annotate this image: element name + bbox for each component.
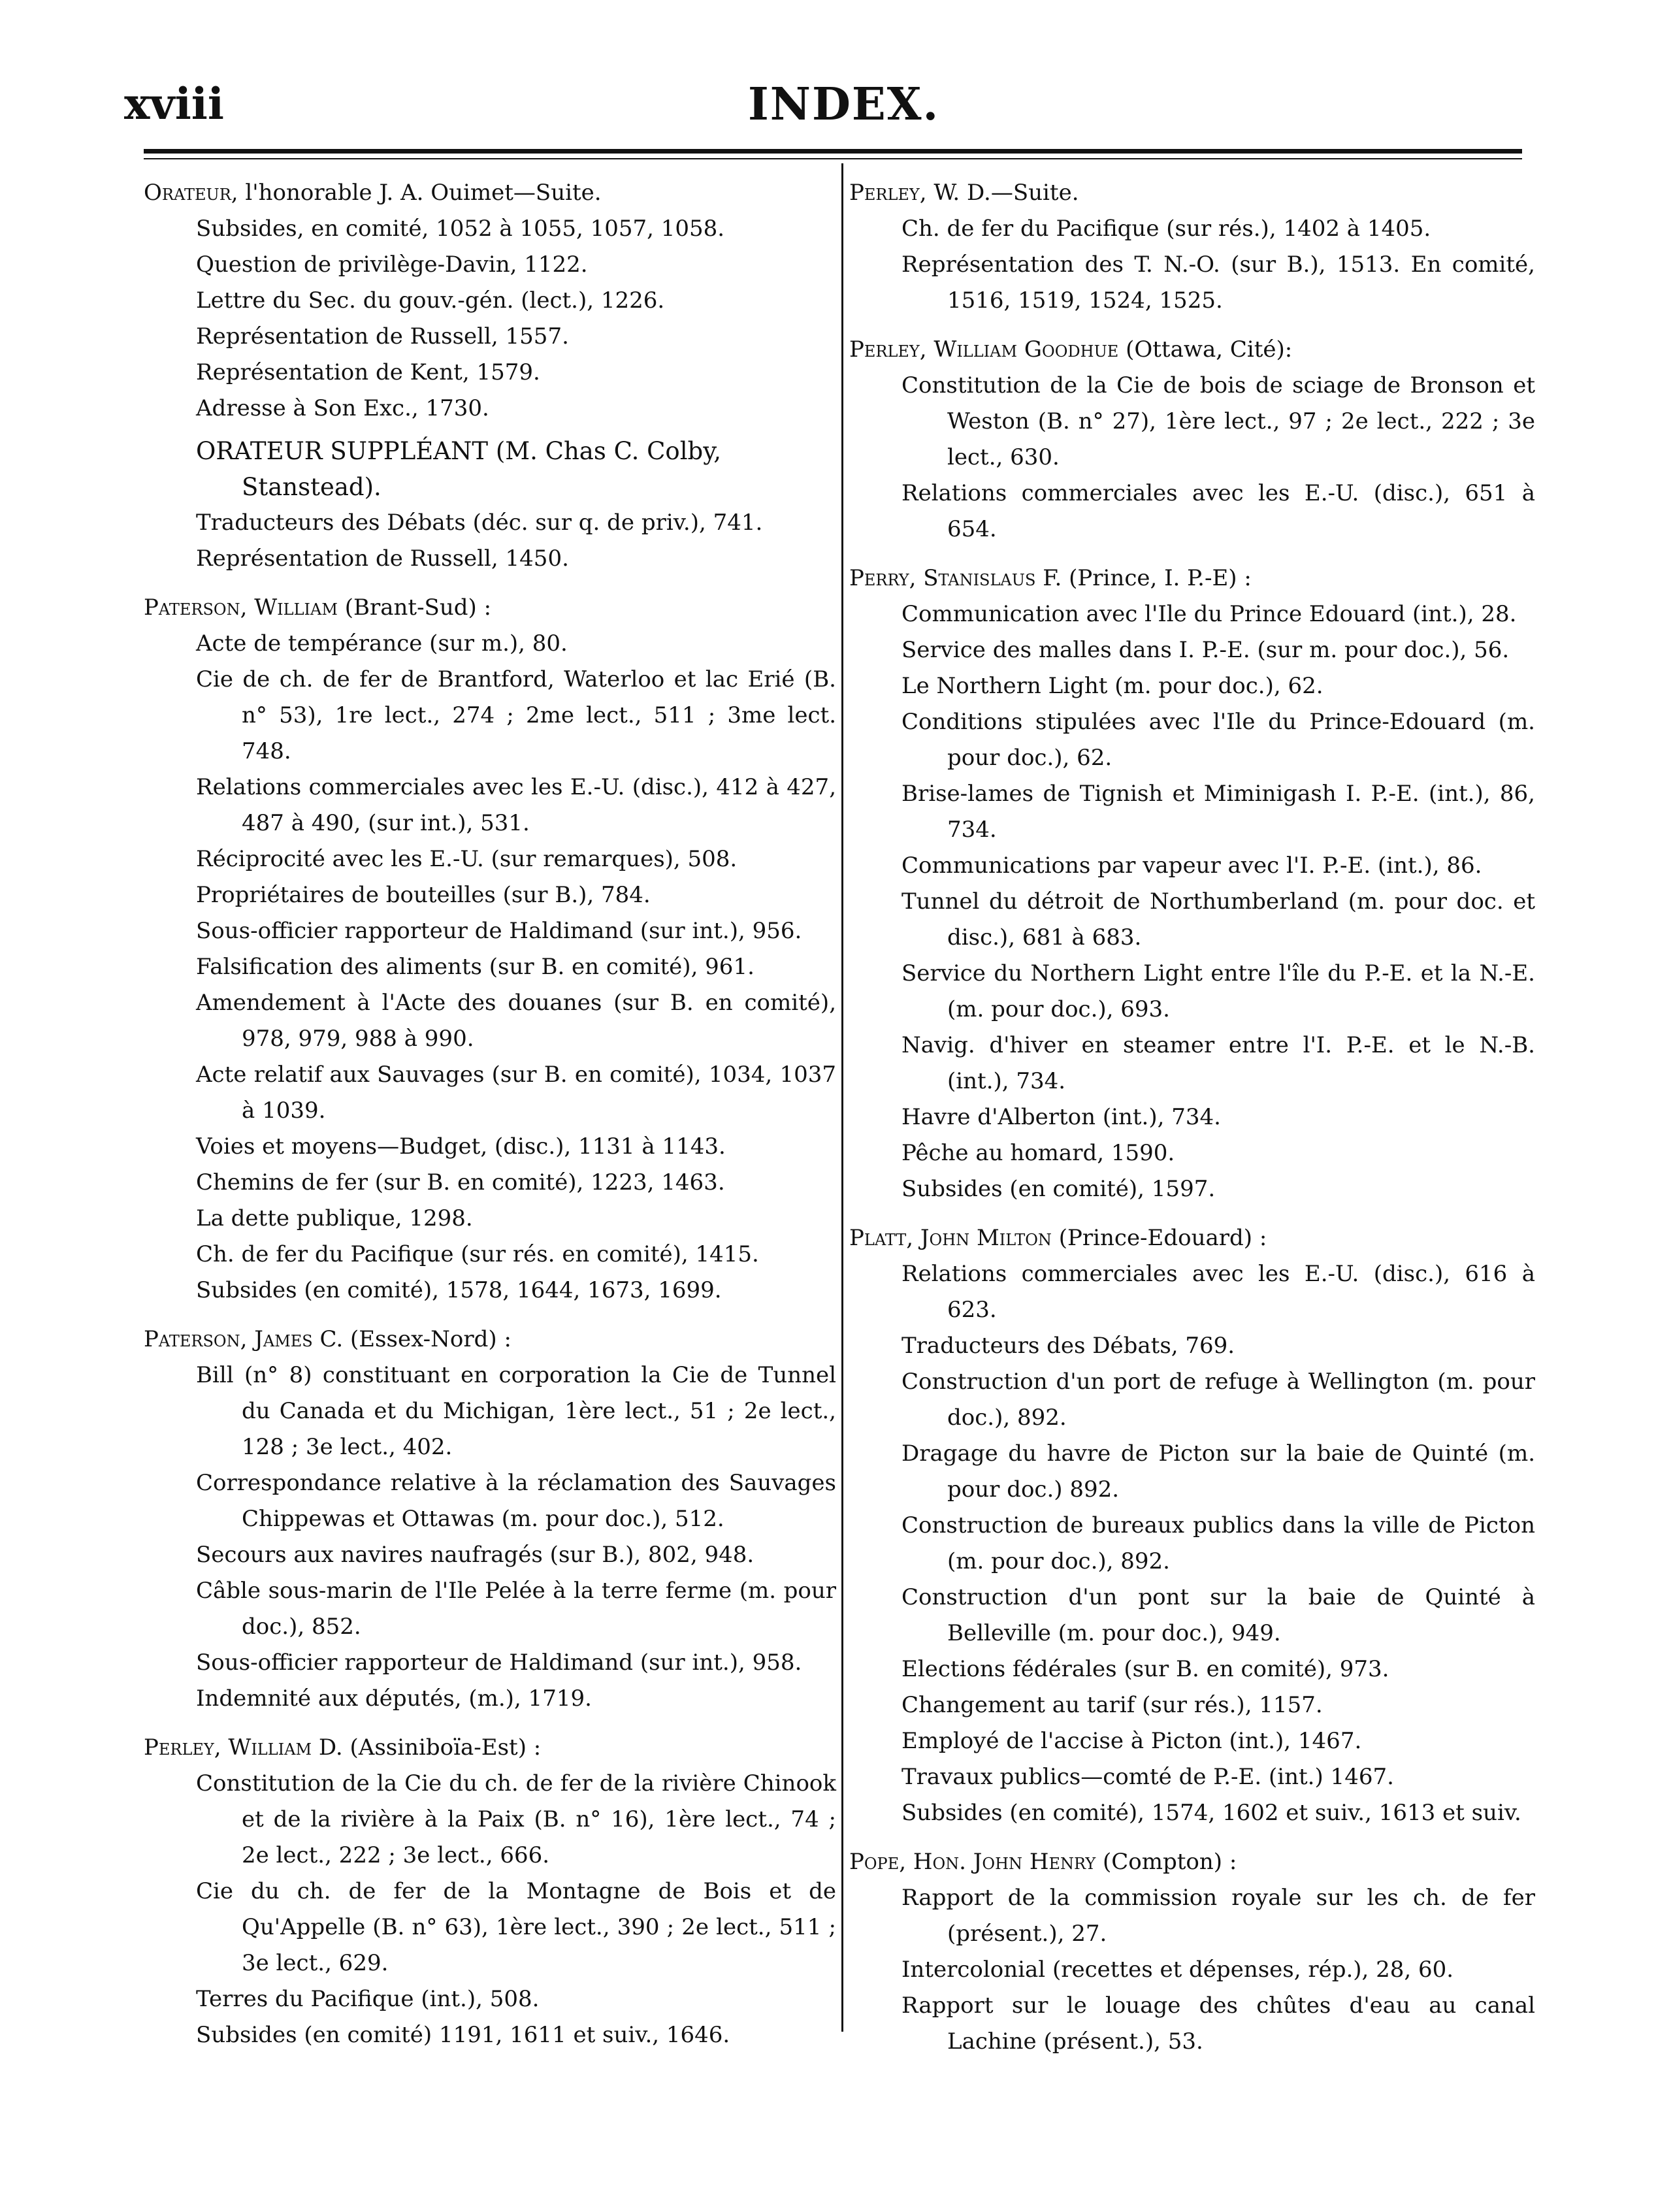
entry-details: —Suite. [990, 180, 1079, 206]
entry-item: Conditions stipulées avec l'Ile du Prince-Edouard (m. pour doc.), 62. [901, 709, 1535, 771]
entry-heading [849, 561, 1535, 596]
index-entry [144, 1730, 836, 2053]
index-entry [849, 175, 1535, 319]
entry-item: Représentation de Russell, 1450. [196, 545, 569, 572]
entry-item: Traducteurs des Débats, 769. [901, 1333, 1235, 1359]
entry-item: Cie du ch. de fer de la Montagne de Bois et de Qu'Appelle (B. n° 63), 1ère lect., 390 ; 2e lect., 511 ; 3e lect., 629. [196, 1878, 836, 1976]
column-divider [841, 163, 843, 2032]
entry-details: l'honorable J. A. Ouimet—Suite. [238, 180, 602, 206]
entry-item: Elections fédérales (sur B. en comité), 973. [901, 1656, 1389, 1682]
entry-item: Falsification des aliments (sur B. en comité), 961. [196, 954, 755, 980]
entry-name: Orateur, [144, 180, 238, 206]
page-title: INDEX. [748, 78, 940, 131]
entry-item: Bill (n° 8) constituant en corporation la Cie de Tunnel du Canada et du Michigan, 1ère lect., 51 ; 2e lect., 128 ; 3e lect., 402. [196, 1362, 836, 1460]
left-column [144, 175, 836, 2066]
entry-item: Subsides (en comité), 1574, 1602 et suiv., 1613 et suiv. [901, 1800, 1521, 1826]
entry-heading [849, 1844, 1535, 1880]
entry-item: Construction d'un pont sur la baie de Quinté à Belleville (m. pour doc.), 949. [901, 1584, 1535, 1646]
entry-heading [849, 175, 1535, 211]
entry-item: Représentation de Russell, 1557. [196, 323, 569, 350]
entry-item: Lettre du Sec. du gouv.-gén. (lect.), 1226. [196, 287, 665, 314]
entry-item: Subsides, en comité, 1052 à 1055, 1057, 1058. [196, 216, 725, 242]
header-rule [144, 149, 1522, 154]
entry-item: Sous-officier rapporteur de Haldimand (sur int.), 956. [196, 918, 802, 944]
entry-item: Brise-lames de Tignish et Miminigash I. P.-E. (int.), 86, 734. [901, 781, 1535, 843]
index-entry [144, 590, 836, 1309]
entry-item: Question de privilège-Davin, 1122. [196, 252, 588, 278]
entry-item: Correspondance relative à la réclamation des Sauvages Chippewas et Ottawas (m. pour doc.), 512. [196, 1470, 836, 1532]
entry-item: Adresse à Son Exc., 1730. [196, 395, 489, 421]
entry-item: Terres du Pacifique (int.), 508. [196, 1986, 540, 2012]
entry-name: Pope, Hon. John Henry [849, 1849, 1096, 1875]
entry-item: Voies et moyens—Budget, (disc.), 1131 à 1143. [196, 1133, 726, 1160]
entry-item: Représentation de Kent, 1579. [196, 359, 540, 385]
entry-heading [849, 332, 1535, 368]
entry-details: (Assiniboïa-Est) : [342, 1734, 542, 1761]
entry-item: Havre d'Alberton (int.), 734. [901, 1104, 1221, 1130]
entry-item: La dette publique, 1298. [196, 1205, 473, 1231]
entry-item: Tunnel du détroit de Northumberland (m. pour doc. et disc.), 681 à 683. [901, 888, 1535, 951]
page-number: xviii [124, 78, 224, 129]
entry-item: Cie de ch. de fer de Brantford, Waterloo et lac Erié (B. n° 53), 1re lect., 274 ; 2me lect., 511 ; 3me lect. 748. [196, 666, 836, 764]
entry-heading [144, 590, 836, 626]
entry-item: Ch. de fer du Pacifique (sur rés. en comité), 1415. [196, 1241, 759, 1267]
entry-heading [144, 1730, 836, 1766]
entry-item: Rapport sur le louage des chûtes d'eau au canal Lachine (présent.), 53. [901, 1992, 1535, 2055]
entry-item: Intercolonial (recettes et dépenses, rép.), 28, 60. [901, 1957, 1454, 1983]
entry-item: Subsides (en comité) 1191, 1611 et suiv., 1646. [196, 2022, 730, 2048]
index-entry [849, 561, 1535, 1207]
entry-details: (Prince, I. P.-E) : [1062, 565, 1252, 591]
entry-item: Relations commerciales avec les E.-U. (disc.), 616 à 623. [901, 1261, 1535, 1323]
entry-name: Perley, W. D. [849, 180, 991, 206]
entry-name: Platt, John Milton [849, 1225, 1052, 1251]
index-entry [144, 175, 836, 577]
entry-item: Acte de tempérance (sur m.), 80. [196, 630, 568, 657]
entry-item: Traducteurs des Débats (déc. sur q. de priv.), 741. [196, 510, 763, 536]
entry-item: Relations commerciales avec les E.-U. (disc.), 651 à 654. [901, 480, 1535, 542]
entry-name: Paterson, James C. [144, 1326, 344, 1352]
right-column [849, 175, 1535, 2073]
entry-details: (Compton) : [1096, 1849, 1237, 1875]
entry-item: Navig. d'hiver en steamer entre l'I. P.-E. et le N.-B. (int.), 734. [901, 1032, 1535, 1094]
entry-item: Employé de l'accise à Picton (int.), 1467. [901, 1728, 1362, 1754]
entry-item: Acte relatif aux Sauvages (sur B. en comité), 1034, 1037 à 1039. [196, 1062, 836, 1124]
entry-name: Perry, Stanislaus F. [849, 565, 1062, 591]
entry-item: Le Northern Light (m. pour doc.), 62. [901, 673, 1323, 699]
entry-item: Chemins de fer (sur B. en comité), 1223, 1463. [196, 1169, 725, 1195]
entry-heading [849, 1220, 1535, 1256]
entry-item: Subsides (en comité), 1597. [901, 1176, 1216, 1202]
header-rule-thin [144, 158, 1522, 159]
entry-item: Communications par vapeur avec l'I. P.-E. (int.), 86. [901, 853, 1482, 879]
entry-item: Câble sous-marin de l'Ile Pelée à la terre ferme (m. pour doc.), 852. [196, 1578, 836, 1640]
entry-item: Amendement à l'Acte des douanes (sur B. en comité), 978, 979, 988 à 990. [196, 990, 836, 1052]
entry-item: Relations commerciales avec les E.-U. (disc.), 412 à 427, 487 à 490, (sur int.), 531. [196, 774, 836, 836]
entry-heading [144, 175, 836, 211]
entry-name: Paterson, William [144, 594, 338, 621]
entry-item: Construction d'un port de refuge à Wellington (m. pour doc.), 892. [901, 1369, 1535, 1431]
entry-name: Perley, William D. [144, 1734, 343, 1761]
entry-details: (Essex-Nord) : [343, 1326, 511, 1352]
entry-item: Service des malles dans I. P.-E. (sur m. pour doc.), 56. [901, 637, 1510, 663]
entry-item: Sous-officier rapporteur de Haldimand (sur int.), 958. [196, 1650, 802, 1676]
entry-item: Constitution de la Cie du ch. de fer de la rivière Chinook et de la rivière à la Paix (B. n° 16), 1ère lect., 74 ; 2e lect., 222 ; 3e lect., 666. [196, 1770, 836, 1868]
index-entry [849, 332, 1535, 547]
entry-item: Pêche au homard, 1590. [901, 1140, 1175, 1166]
entry-item: Indemnité aux députés, (m.), 1719. [196, 1685, 592, 1712]
entry-item: Constitution de la Cie de bois de sciage de Bronson et Weston (B. n° 27), 1ère lect., 97 ; 2e lect., 222 ; 3e lect., 630. [901, 372, 1535, 470]
entry-item: Communication avec l'Ile du Prince Edouard (int.), 28. [901, 601, 1517, 627]
entry-item: Secours aux navires naufragés (sur B.), 802, 948. [196, 1542, 755, 1568]
index-entry [849, 1220, 1535, 1831]
index-entry [849, 1844, 1535, 2060]
entry-item: Service du Northern Light entre l'île du P.-E. et la N.-E. (m. pour doc.), 693. [901, 960, 1535, 1022]
entry-details: (Brant-Sud) : [337, 594, 492, 621]
entry-item: Dragage du havre de Picton sur la baie de Quinté (m. pour doc.) 892. [901, 1440, 1535, 1503]
entry-name: Perley, William Goodhue [849, 336, 1119, 363]
entry-details: (Ottawa, Cité): [1118, 336, 1293, 363]
entry-item: Subsides (en comité), 1578, 1644, 1673, 1699. [196, 1277, 722, 1303]
entry-item: Ch. de fer du Pacifique (sur rés.), 1402 à 1405. [901, 216, 1431, 242]
entry-item: Propriétaires de bouteilles (sur B.), 784. [196, 882, 651, 908]
entry-item: Construction de bureaux publics dans la ville de Picton (m. pour doc.), 892. [901, 1512, 1535, 1574]
entry-subheading: ORATEUR SUPPLÉANT (M. Chas C. Colby, Stanstead). [196, 437, 721, 501]
entry-heading [144, 1322, 836, 1358]
entry-item: Rapport de la commission royale sur les ch. de fer (présent.), 27. [901, 1885, 1535, 1947]
index-entry [144, 1322, 836, 1717]
entry-item: Changement au tarif (sur rés.), 1157. [901, 1692, 1323, 1718]
entry-details: (Prince-Edouard) : [1051, 1225, 1267, 1251]
entry-item: Travaux publics—comté de P.-E. (int.) 1467. [901, 1764, 1394, 1790]
entry-item: Réciprocité avec les E.-U. (sur remarques), 508. [196, 846, 738, 872]
entry-item: Représentation des T. N.-O. (sur B.), 1513. En comité, 1516, 1519, 1524, 1525. [901, 252, 1535, 314]
